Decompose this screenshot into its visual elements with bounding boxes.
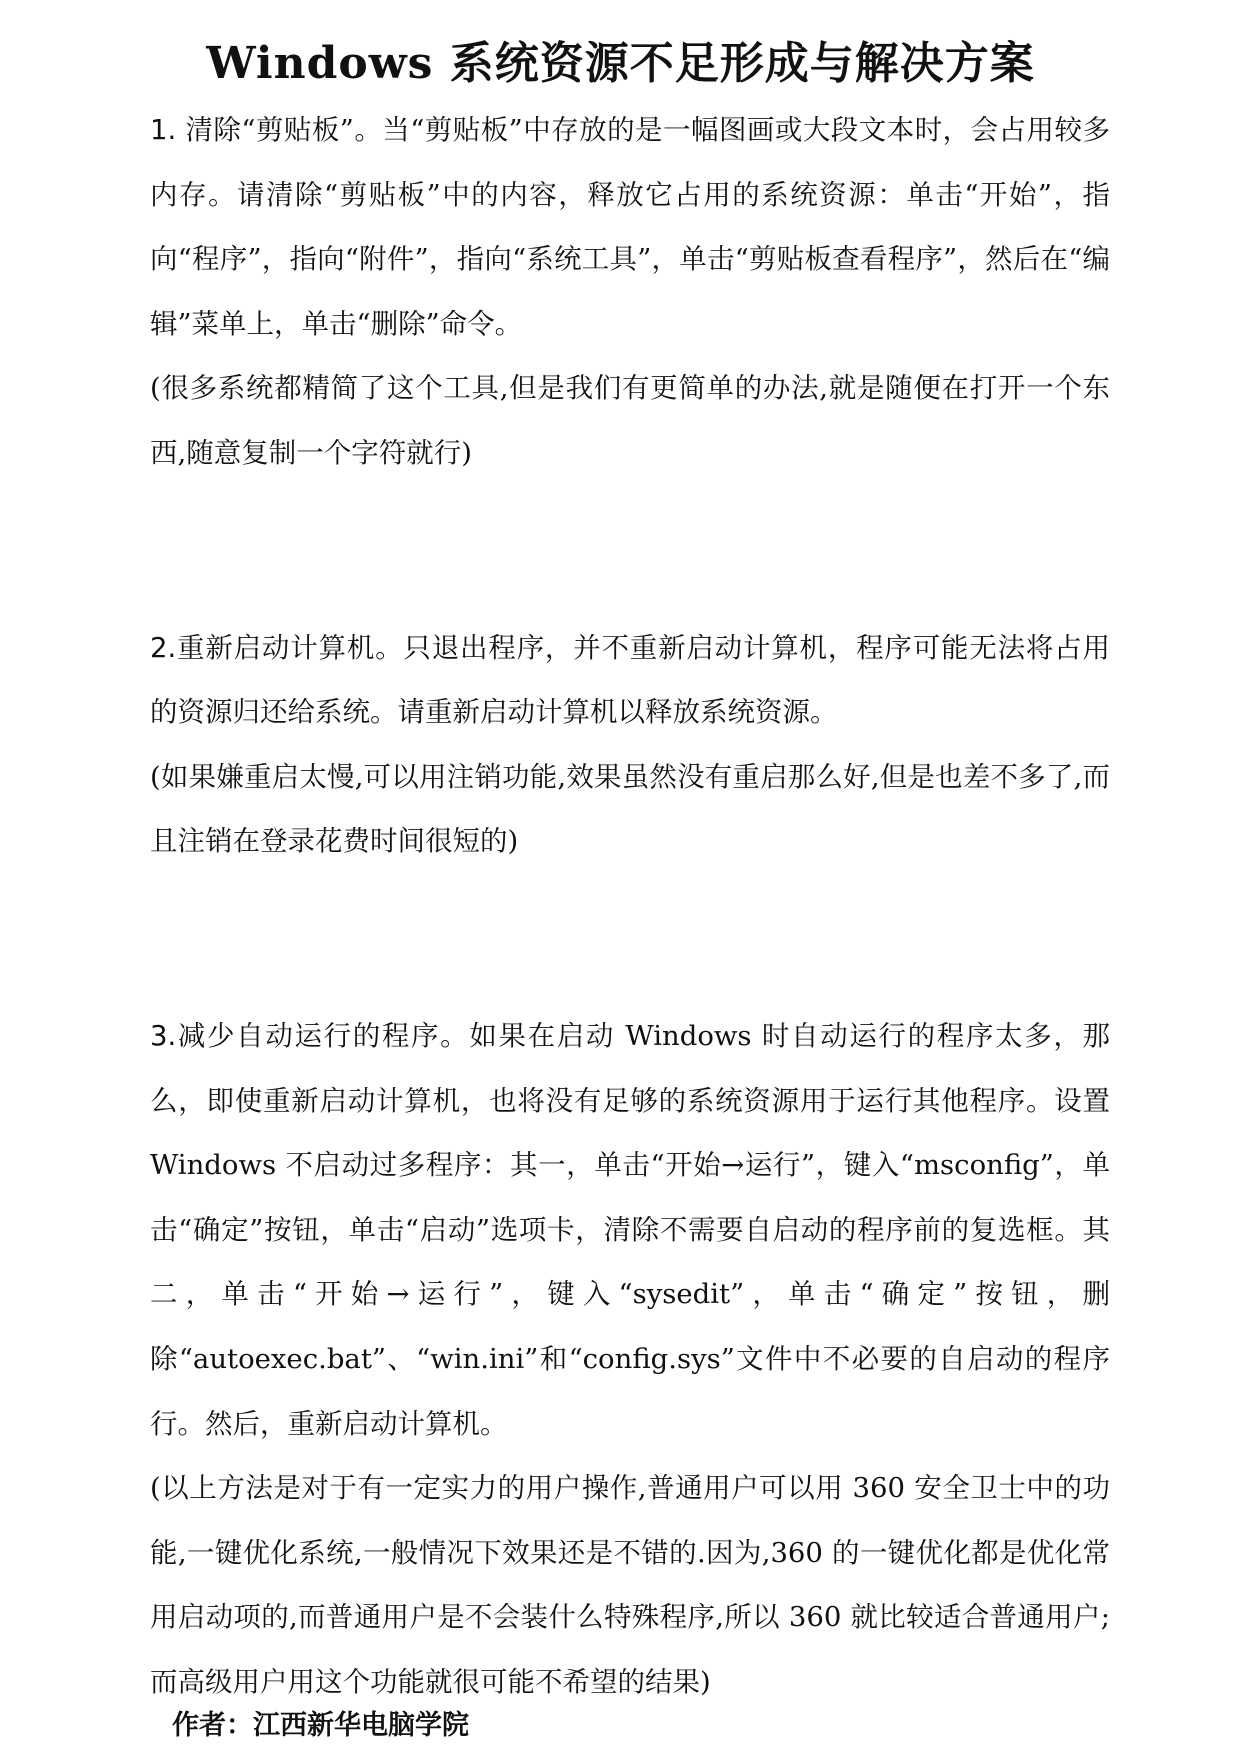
section-2-number: 2. (150, 631, 177, 664)
section-1-number: 1. (150, 114, 177, 146)
section-3-number: 3. (150, 1019, 177, 1052)
section-2-text: 重新启动计算机。只退出程序，并不重新启动计算机，程序可能无法将占用的资源归还给系统。请重新启动计算机以释放系统资源。 (150, 631, 1110, 729)
section-3-note: (以上方法是对于有一定实力的用户操作,普通用户可以用 360 安全卫士中的功能,一键优化系统,一般情况下效果还是不错的.因为,360 的一键优化都是优化常用启动项的,而普通用户是不会装什么特殊程序,所以 360 就比较适合普通用户;而高级用户用这个功能就很可能不希望的结果) (150, 1472, 1110, 1698)
section-1-note: (很多系统都精简了这个工具,但是我们有更简单的办法,就是随便在打开一个东西,随意复制一个字符就行) (150, 372, 1110, 469)
section-2-note: (如果嫌重启太慢,可以用注销功能,效果虽然没有重启那么好,但是也差不多了,而且注销在登录花费时间很短的) (150, 760, 1110, 858)
section-1-paragraph (150, 98, 1110, 356)
document-title: Windows 系统资源不足形成与解决方案 (206, 38, 1035, 89)
section-3-paragraph (150, 1004, 1110, 1456)
section-spacer (150, 874, 1110, 1004)
section-spacer (150, 486, 1110, 616)
author-line: 作者：江西新华电脑学院 (172, 1710, 469, 1741)
document-body (150, 98, 1110, 1714)
section-2-paragraph (150, 616, 1110, 745)
section-1-text: 清除“剪贴板”。当“剪贴板”中存放的是一幅图画或大段文本时，会占用较多内存。请清除“剪贴板”中的内容，释放它占用的系统资源：单击“开始”，指向“程序”，指向“附件”，指向“系统工具”，单击“剪贴板查看程序”，然后在“编辑”菜单上，单击“删除”命令。 (150, 114, 1110, 340)
section-3-text: 减少自动运行的程序。如果在启动 Windows 时自动运行的程序太多，那么，即使重新启动计算机，也将没有足够的系统资源用于运行其他程序。设置 Windows 不启动过多程序：其一，单击“开始→运行”，键入“msconfig”，单击“确定”按钮，单击“启动”选项卡，清除不需要自启动的程序前的复选框。其二，单击“开始→运行”，键入“sysedit”，单击“确定”按钮，删除“autoexec.bat”、“win.ini”和“config.sys”文件中不必要的自启动的程序行。然后，重新启动计算机。 (150, 1019, 1110, 1440)
